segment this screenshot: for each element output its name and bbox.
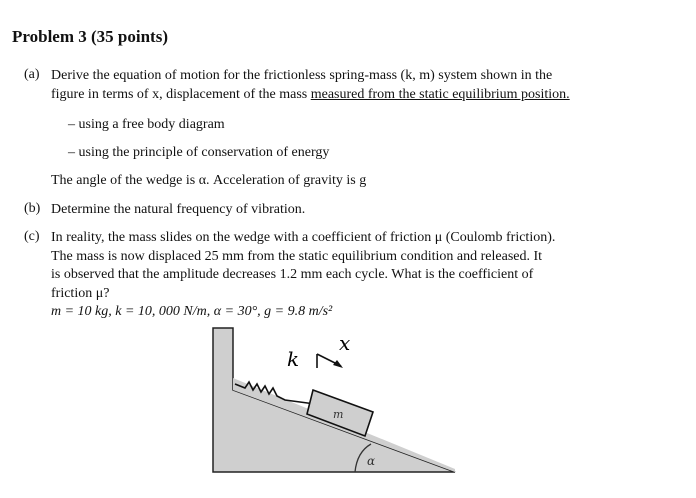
part-c-line2: The mass is now displaced 25 mm from the static equilibrium condition and released. It [51, 249, 543, 264]
part-a-bullet2: – using the principle of conservation of energy [68, 145, 330, 160]
part-a-line2-underlined: measured from the static equilibrium position. [310, 87, 570, 102]
part-c-line1: In reality, the mass slides on the wedge with a coefficient of friction μ (Coulomb friction). [51, 230, 556, 245]
part-a-line2 [51, 86, 570, 104]
part-a-label: (a) [24, 67, 40, 82]
wedge-figure [205, 320, 465, 480]
part-b-text: Determine the natural frequency of vibration. [51, 202, 306, 217]
part-a-line1: Derive the equation of motion for the frictionless spring-mass (k, m) system shown in the [51, 68, 553, 83]
mass-label: m [333, 408, 344, 421]
spring-label: k [287, 347, 300, 371]
part-a-line2-prefix: figure in terms of x, displacement of the mass [51, 87, 311, 102]
part-c-line3: is observed that the amplitude decreases 1.2 mm each cycle. What is the coefficient of [51, 267, 534, 282]
x-label: x [339, 331, 351, 355]
part-c-label: (c) [24, 229, 40, 244]
part-c-line4: friction μ? [51, 286, 110, 301]
angle-label: α [367, 454, 376, 468]
part-c-params: m = 10 kg, k = 10, 000 N/m, α = 30°, g = 9.8 m/s² [51, 304, 333, 319]
part-b-label: (b) [24, 201, 41, 216]
problem-title: Problem 3 (35 points) [12, 27, 168, 46]
part-a-note: The angle of the wedge is α. Acceleration of gravity is g [51, 173, 367, 188]
part-a-bullet1: – using a free body diagram [68, 117, 225, 132]
